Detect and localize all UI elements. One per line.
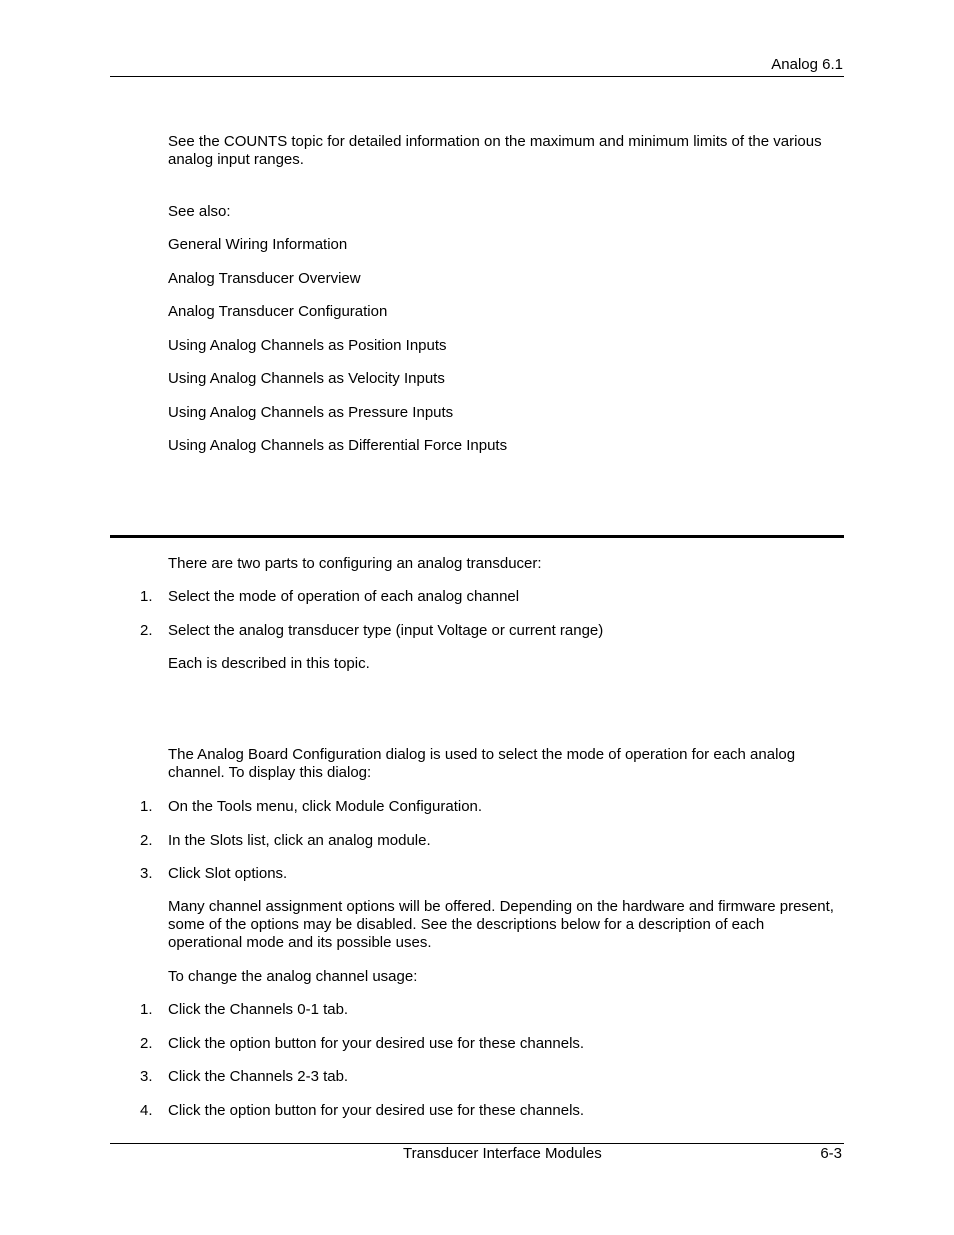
list-item: Select the mode of operation of each analog channel (168, 588, 520, 605)
options-note: Many channel assignment options will be offered. Depending on the hardware and firmware present, some of the options may be disabled. See the descriptions below for a description of each operational mode and its possible uses. (168, 898, 834, 951)
parts-note: Each is described in this topic. (168, 655, 370, 672)
list-number: 2. (140, 1035, 153, 1052)
config-intro: There are two parts to configuring an analog transducer: (168, 555, 542, 572)
footer-rule (110, 1143, 844, 1144)
list-item: Click the Channels 2-3 tab. (168, 1068, 349, 1085)
list-item: Click the option button for your desired use for these channels. (168, 1102, 585, 1119)
see-also-link-transducer-configuration[interactable]: Analog Transducer Configuration (168, 303, 388, 320)
list-number: 1. (140, 798, 153, 815)
list-item: Click Slot options. (168, 865, 288, 882)
header-rule (110, 76, 844, 77)
footer-title: Transducer Interface Modules (403, 1145, 602, 1162)
list-number: 3. (140, 1068, 153, 1085)
board-intro: The Analog Board Configuration dialog is used to select the mode of operation for each analog channel. To display this dialog: (168, 746, 796, 781)
list-item: Click the option button for your desired use for these channels. (168, 1035, 585, 1052)
list-number: 2. (140, 622, 153, 639)
change-intro: To change the analog channel usage: (168, 968, 418, 985)
see-also-link-transducer-overview[interactable]: Analog Transducer Overview (168, 270, 361, 287)
list-item: In the Slots list, click an analog module. (168, 832, 431, 849)
list-number: 3. (140, 865, 153, 882)
see-also-link-general-wiring[interactable]: General Wiring Information (168, 236, 348, 253)
see-also-link-differential-force-inputs[interactable]: Using Analog Channels as Differential Force Inputs (168, 437, 508, 454)
list-number: 4. (140, 1102, 153, 1119)
list-number: 1. (140, 1001, 153, 1018)
counts-note: See the COUNTS topic for detailed information on the maximum and minimum limits of the various analog input ranges. (168, 133, 822, 168)
see-also-link-position-inputs[interactable]: Using Analog Channels as Position Inputs (168, 337, 447, 354)
running-header: Analog 6.1 (771, 56, 843, 73)
section-divider (110, 535, 844, 538)
see-also-label: See also: (168, 203, 231, 220)
page-number: 6-3 (820, 1145, 842, 1162)
list-item: Select the analog transducer type (input Voltage or current range) (168, 622, 604, 639)
list-number: 2. (140, 832, 153, 849)
see-also-link-velocity-inputs[interactable]: Using Analog Channels as Velocity Inputs (168, 370, 445, 387)
list-item: On the Tools menu, click Module Configuration. (168, 798, 483, 815)
see-also-link-pressure-inputs[interactable]: Using Analog Channels as Pressure Inputs (168, 404, 454, 421)
list-number: 1. (140, 588, 153, 605)
list-item: Click the Channels 0-1 tab. (168, 1001, 349, 1018)
